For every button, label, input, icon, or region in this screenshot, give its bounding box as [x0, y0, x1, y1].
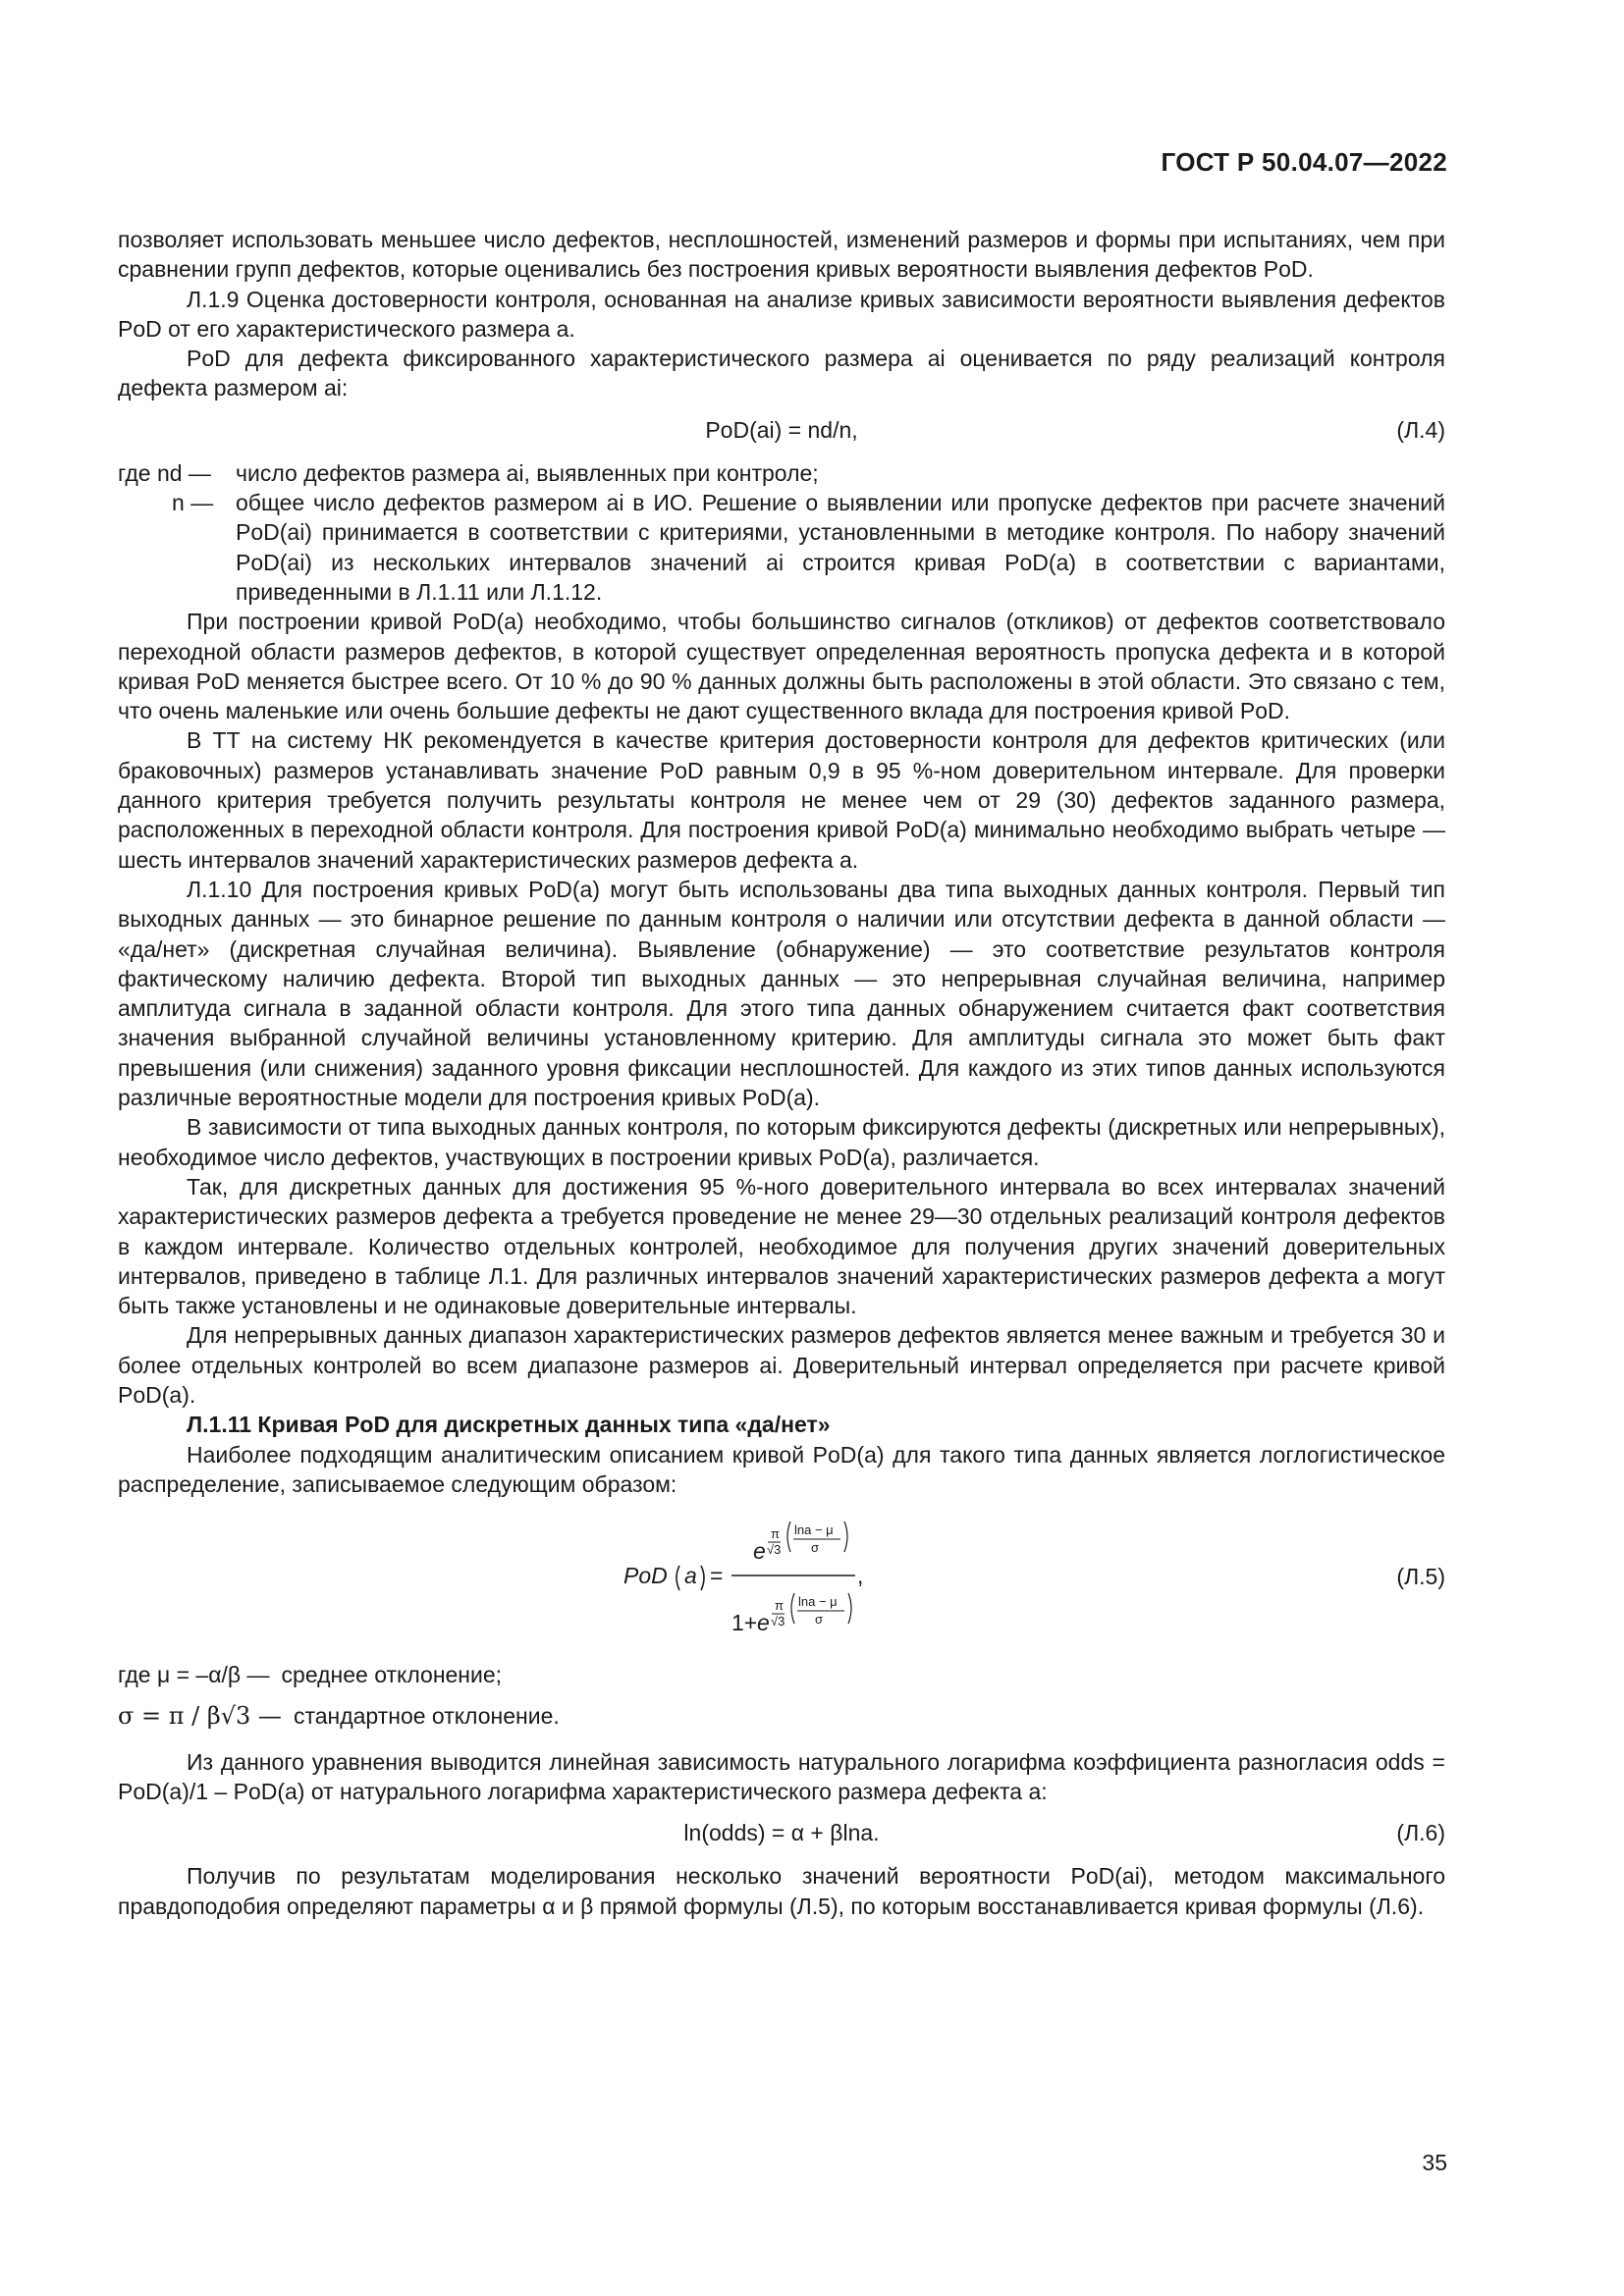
section-heading-l-1-11: Л.1.11 Кривая PoD для дискретных данных типа «да/нет»	[187, 1412, 831, 1438]
paragraph-1: позволяет использовать меньшее число дефектов, несплошностей, изменений размеров и формы при испытаниях, чем при сравнении групп дефектов, которые оценивались без построения кривых вероятности выявления дефектов PoD.	[118, 227, 1445, 283]
f5-den-ln: lna − μ	[798, 1594, 838, 1610]
f5-num-sqrt3: √3	[767, 1542, 782, 1558]
where-n-label: n —	[172, 490, 214, 516]
formula-l4-number: (Л.4)	[1396, 416, 1445, 443]
f5-den-sqrt3: √3	[771, 1614, 785, 1629]
standard-code-header: ГОСТ Р 50.04.07—2022	[1161, 147, 1447, 177]
f5-comma: ,	[857, 1563, 864, 1589]
f5-num-pi: π	[771, 1526, 780, 1542]
paragraph-continuous-data: Для непрерывных данных диапазон характеристических размеров дефектов является менее важным и требуется 30 и более отдельных контролей во всем диапазоне размеров ai. Доверительный интервал определяется при расчете кривой PoD(a).	[118, 1322, 1445, 1408]
paragraph-l-1-9: Л.1.9 Оценка достоверности контроля, основанная на анализе кривых зависимости вероятности выявления дефектов PoD от его характеристического размера a.	[118, 286, 1445, 342]
f5-den-sigma: σ	[815, 1612, 824, 1628]
formula-l5	[118, 1513, 1445, 1650]
sigma-text: стандартное отклонение.	[293, 1703, 560, 1730]
where-nd-label: где nd —	[118, 459, 211, 486]
paragraph-odds: Из данного уравнения выводится линейная зависимость натурального логарифма коэффициента разногласия odds = PoD(a)/1 – PoD(a) от натурального логарифма характеристического размера дефекта a:	[118, 1748, 1445, 1805]
formula-l6	[118, 1810, 1445, 1855]
mu-definition	[118, 1660, 1445, 1689]
mu-label: где μ = –α/β —	[118, 1662, 270, 1688]
f5-arg: a	[684, 1563, 697, 1589]
f5-num-sigma: σ	[811, 1540, 820, 1556]
paragraph-l-1-10: Л.1.10 Для построения кривых PoD(a) могут быть использованы два типа выходных данных контроля. Первый тип выходных данных — это бинарное решение по данным контроля о наличии или отсутствии дефекта в данной области — «да/нет» (дискретная случайная величина). Выявление (обнаружение) — это соответствие результатов контроля фактическому наличию дефекта. Второй тип выходных данных — это непрерывная случайная величина, например амплитуда сигнала в заданной области контроля. Для этого типа данных обнаружением считается факт соответствия значения выбранной случайной величины установленному критерию. Для амплитуды сигнала это может быть факт превышения (или снижения) заданного уровня фиксации несплошностей. Для каждого из этих типов данных используются различные вероятностные модели для построения кривых PoD(a).	[118, 876, 1445, 1111]
paragraph-tt-criterion: В ТТ на систему НК рекомендуется в качестве критерия достоверности контроля для дефектов критических (или браковочных) размеров устанавливать значение PoD равным 0,9 в 95 %-ном доверительном интервале. Для проверки данного критерия требуется получить результаты контроля не менее чем от 29 (30) дефектов заданного размера, расположенных в переходной области контроля. Для построения кривой PoD(a) минимально необходимо выбрать четыре — шесть интервалов значений характеристических размеров дефекта a.	[118, 727, 1445, 873]
paragraph-curve-construction: При построении кривой PoD(a) необходимо, чтобы большинство сигналов (откликов) от дефектов соответствовало переходной области размеров дефектов, в которой существует определенная вероятность пропуска дефекта и в которой кривая PoD меняется быстрее всего. От 10 % до 90 % данных должны быть расположены в этой области. Это связано с тем, что очень маленькие или очень большие дефекты не дают существенного вклада для построения кривой PoD.	[118, 609, 1445, 724]
f5-den-oneplus: 1+	[731, 1610, 758, 1636]
paragraph-loglogistic: Наиболее подходящим аналитическим описанием кривой PoD(a) для такого типа данных является логлогистическое распределение, записываемое следующим образом:	[118, 1441, 1445, 1497]
formula-l4	[118, 407, 1445, 453]
where-n-text: общее число дефектов размером ai в ИО. Решение о выявлении или пропуске дефектов при расчете значений PoD(ai) принимается в соответствии с критериями, установленными в методике контроля. По набору значений PoD(ai) из нескольких интервалов значений ai строится кривая PoD(a) в соответствии с вариантами, приведенными в Л.1.11 или Л.1.12.	[236, 490, 1445, 605]
formula-l5-number: (Л.5)	[1396, 1564, 1445, 1590]
f5-eq: =	[710, 1563, 724, 1589]
where-nd-text: число дефектов размера ai, выявленных при контроле;	[236, 459, 819, 486]
f5-num-e: e	[753, 1538, 766, 1565]
page-number: 35	[1422, 2150, 1447, 2175]
paragraph-pod-fixed-size: PoD для дефекта фиксированного характеристического размера ai оценивается по ряду реализаций контроля дефекта размером ai:	[118, 346, 1445, 401]
f5-lhs: PoD	[623, 1563, 668, 1589]
formula-l4-text: PoD(ai) = nd/n,	[705, 416, 858, 443]
mu-text: среднее отклонение;	[281, 1662, 503, 1688]
page-content	[118, 225, 1445, 1921]
formula-l6-number: (Л.6)	[1396, 1820, 1445, 1846]
where-nd	[118, 458, 1445, 488]
formula-l5-graphic	[623, 1513, 1075, 1650]
paragraph-max-likelihood: Получив по результатам моделирования несколько значений вероятности PoD(ai), методом максимального правдоподобия определяют параметры α и β прямой формулы (Л.5), по которым восстанавливается кривая формулы (Л.6).	[118, 1863, 1445, 1919]
formula-l6-text: ln(odds) = α + βlna.	[683, 1820, 880, 1846]
f5-den-pi: π	[775, 1598, 784, 1614]
f5-den-e: e	[757, 1610, 770, 1636]
sigma-definition	[118, 1701, 1445, 1731]
f5-num-ln: lna − μ	[794, 1522, 834, 1538]
paragraph-output-type: В зависимости от типа выходных данных контроля, по которым фиксируются дефекты (дискретных или непрерывных), необходимое число дефектов, участвующих в построении кривых PoD(a), различается.	[118, 1114, 1445, 1170]
sigma-label: σ = π / β√3 —	[118, 1702, 282, 1731]
where-n	[118, 488, 1445, 607]
paragraph-discrete-data: Так, для дискретных данных для достижения 95 %-ного доверительного интервала во всех интервалах значений характеристических размеров дефекта a требуется проведение не менее 29—30 отдельных реализаций контроля дефектов в каждом интервале. Количество отдельных контролей, необходимое для получения других значений доверительных интервалов, приведено в таблице Л.1. Для различных интервалов значений характеристических размеров дефекта a могут быть также установлены и не одинаковые доверительные интервалы.	[118, 1173, 1445, 1319]
